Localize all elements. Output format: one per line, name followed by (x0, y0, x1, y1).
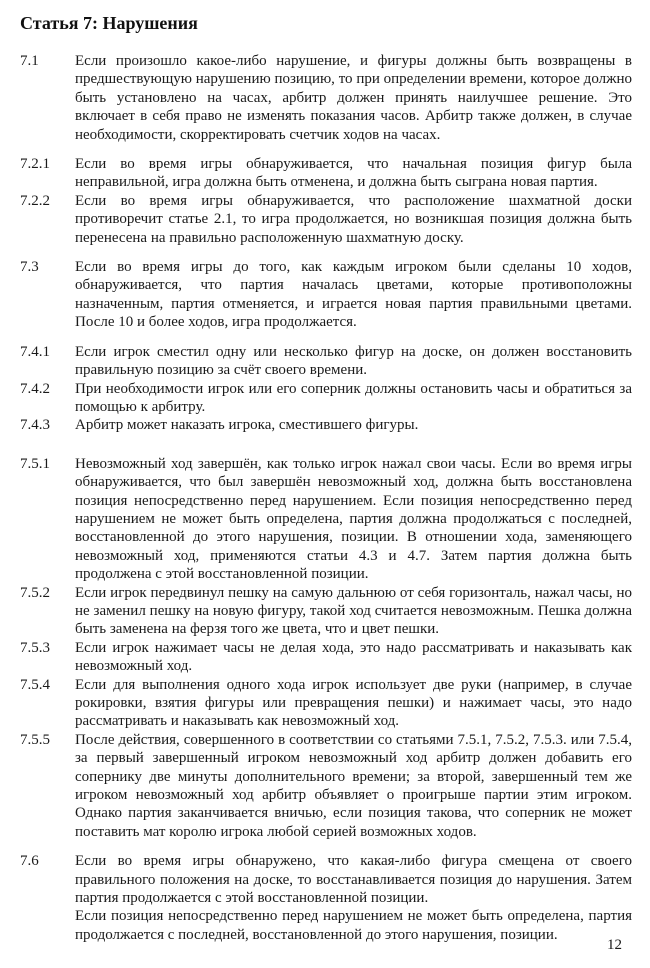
rule-number: 7.4.2 (20, 380, 50, 397)
rule-7-5-3 (20, 639, 632, 676)
rule-7-5-2 (20, 584, 632, 639)
rule-text: Если для выполнения одного хода игрок использует две руки (например, в случае рокировки, взятия фигуры или превращения пешки) и нажимает часы, это надо рассматривать и наказывать как невозможный ход. (75, 676, 632, 730)
rule-7-3 (20, 258, 632, 332)
rule-text: Если игрок сместил одну или несколько фигур на доске, он должен восстановить правильную позицию за счёт своего времени. (75, 343, 632, 379)
page-number: 12 (607, 937, 622, 953)
rule-text: Если во время игры до того, как каждым игроком были сделаны 10 ходов, обнаруживается, что партия началась цветами, которые противоположны назначенным, партия отменяется, и играется новая партия правильными цветами. После 10 и более ходов, игра продолжается. (75, 259, 632, 331)
rule-number: 7.6 (20, 853, 39, 870)
rule-7-1 (20, 52, 632, 144)
rule-number: 7.2.2 (20, 192, 50, 209)
rule-text: Невозможный ход завершён, как только игрок нажал свои часы. Если во время игры обнаруживается, что был завершён невозможный ход, должна быть восстановлена позиция непосредственно перед нарушением. Если позиция непосредственно перед нарушением не может быть определена, партия должна продолжаться с последней, восстановленной до этого нарушения, позиции. В отношении хода, заменяющего невозможный ход, применяются статьи 4.3 и 4.7. Затем партия должна быть продолжена с этой восстановленной позиции. (75, 455, 632, 583)
rule-number: 7.5.3 (20, 639, 50, 656)
rule-text: При необходимости игрок или его соперник должны остановить часы и обратиться за помощью к арбитру. (75, 380, 632, 415)
rule-7-2-1 (20, 155, 632, 192)
rule-number: 7.1 (20, 53, 39, 69)
rule-number: 7.5.4 (20, 676, 50, 693)
rule-text-paragraph: Если позиция непосредственно перед нарушением не может быть определена, партия продолжается с последней, восстановленной до этого нарушения, позиции. (75, 908, 632, 943)
rule-text (75, 852, 632, 944)
rule-number: 7.4.1 (20, 343, 50, 360)
rule-number: 7.5.5 (20, 731, 50, 748)
rule-number: 7.5.1 (20, 455, 50, 472)
rule-text: Если во время игры обнаруживается, что расположение шахматной доски противоречит статье 2.1, то игра продолжается, но возникшая позиция должна быть перенесена на правильно расположенную шахматную доску. (75, 192, 632, 246)
rule-number: 7.2.1 (20, 156, 50, 173)
rule-7-6 (20, 852, 632, 944)
rule-text: Арбитр может наказать игрока, сместившего фигуры. (75, 417, 419, 434)
rule-text: Если произошло какое-либо нарушение, и фигуры должны быть возвращены в предшествующую нарушению позицию, то при определении времени, которое должно быть установлено на часах, арбитр должен принять наилучшее решение. Это включает в себя право не изменять показания часов. Арбитр также должен, в случае необходимости, скорректировать счетчик ходов на часах. (75, 53, 632, 143)
rule-7-5-5 (20, 731, 632, 841)
rule-7-5-4 (20, 676, 632, 731)
rule-7-4-2 (20, 380, 632, 417)
rule-text: Если игрок передвинул пешку на самую дальнюю от себя горизонталь, нажал часы, но не заменил пешку на новую фигуру, такой ход считается невозможным. Пешка должна быть заменена на ферзя того же цвета, что и цвет пешки. (75, 584, 632, 638)
rule-text: После действия, совершенного в соответствии со статьями 7.5.1, 7.5.2, 7.5.3. или 7.5.4, за первый завершенный игроком невозможный ход арбитр должен добавить его сопернику две минуты дополнительного времени; за второй, завершенный тем же игроком невозможный ход арбитр объявляет о проигрыше партии этим игроком. Однако партия заканчивается вничью, если позиция такова, что соперник не может поставить мат королю игрока любой серией возможных ходов. (75, 731, 632, 840)
rule-7-4-3 (20, 416, 632, 434)
rule-7-2-2 (20, 192, 632, 247)
rule-7-4-1 (20, 343, 632, 380)
rule-number: 7.3 (20, 259, 39, 276)
rule-7-5-1 (20, 455, 632, 584)
rule-number: 7.4.3 (20, 417, 50, 434)
rule-text: Если во время игры обнаруживается, что начальная позиция фигур была неправильной, игра должна быть отменена, и должна быть сыграна новая партия. (75, 156, 632, 191)
page-title: Статья 7: Нарушения (20, 13, 198, 33)
rule-text-paragraph: Если во время игры обнаружено, что какая-либо фигура смещена от своего правильного положения на доске, то восстанавливается позиция до нарушения. Затем партия продолжается с этой восстановленной позиции. (75, 853, 632, 907)
rule-text: Если игрок нажимает часы не делая хода, это надо рассматривать и наказывать как невозможный ход. (75, 639, 632, 675)
rule-number: 7.5.2 (20, 584, 50, 601)
